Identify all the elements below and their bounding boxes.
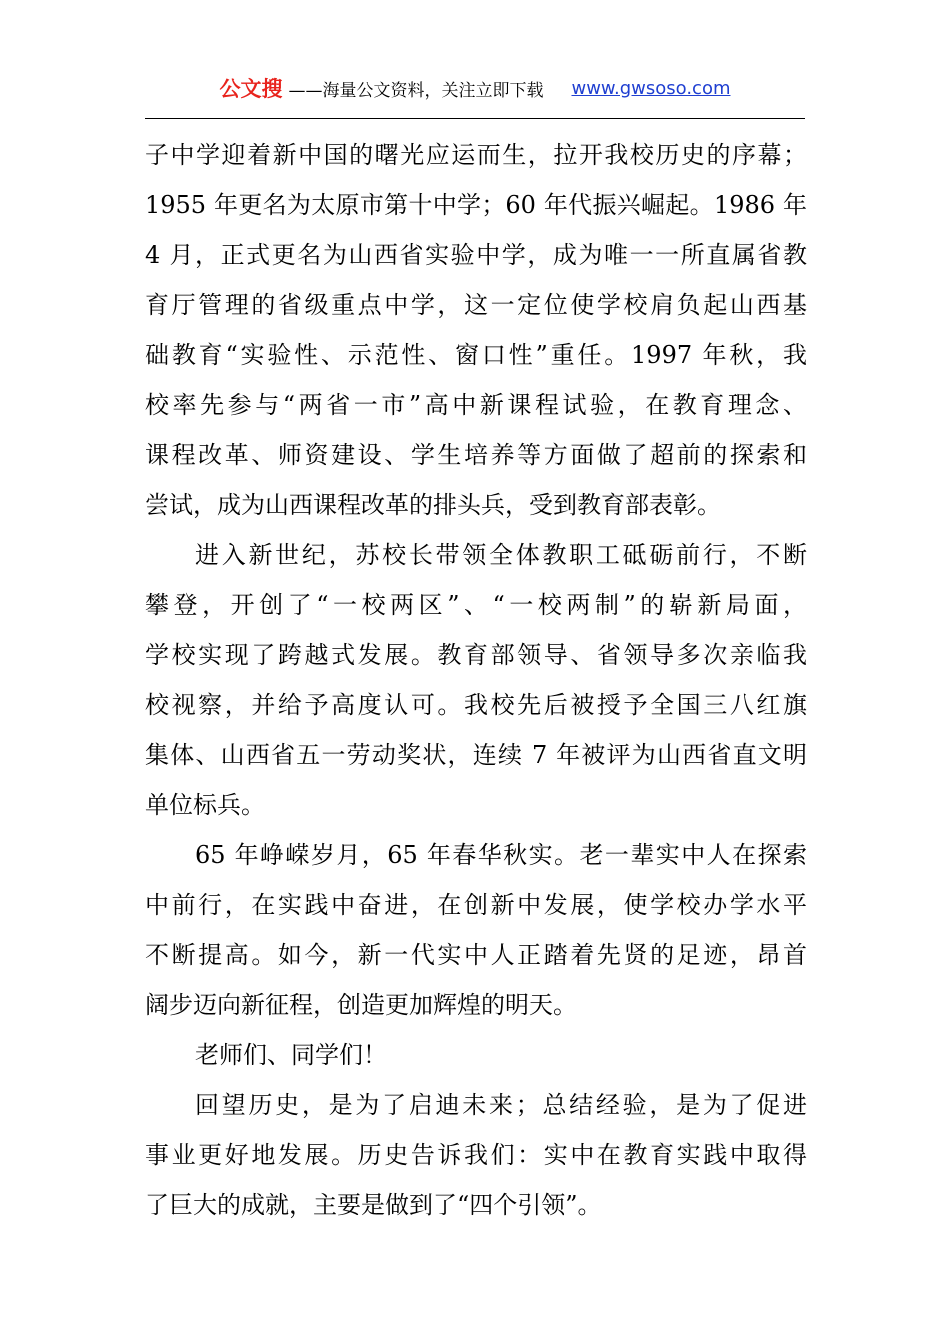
paragraph [145, 1030, 807, 1080]
text-line: 1955 年更名为太原市第十中学；60 年代振兴崛起。1986 年 [145, 191, 807, 219]
text-line: 进入新世纪，苏校长带领全体教职工砥砺前行，不断 [195, 541, 807, 569]
text-line: 单位标兵。 [145, 791, 265, 819]
header-divider [145, 118, 805, 119]
text-line: 65 年峥嵘岁月，65 年春华秋实。老一辈实中人在探索 [195, 841, 807, 869]
text-line: 校率先参与“两省一市”高中新课程试验，在教育理念、 [145, 391, 807, 419]
text-line: 事业更好地发展。历史告诉我们：实中在教育实践中取得 [145, 1141, 807, 1169]
brand-logo-text: 公文搜 [219, 77, 283, 101]
page-header [145, 68, 805, 108]
text-line: 阔步迈向新征程，创造更加辉煌的明天。 [145, 991, 577, 1019]
text-line: 础教育“实验性、示范性、窗口性”重任。1997 年秋，我 [145, 341, 807, 369]
text-line: 中前行，在实践中奋进，在创新中发展，使学校办学水平 [145, 891, 807, 919]
text-line: 学校实现了跨越式发展。教育部领导、省领导多次亲临我 [145, 641, 807, 669]
text-line: 集体、山西省五一劳动奖状，连续 7 年被评为山西省直文明 [145, 741, 807, 769]
text-line: 校视察，并给予高度认可。我校先后被授予全国三八红旗 [145, 691, 807, 719]
text-line: 回望历史，是为了启迪未来；总结经验，是为了促进 [195, 1091, 807, 1119]
header-slogan: ——海量公文资料，关注立即下载 [288, 80, 544, 101]
paragraph [145, 530, 807, 830]
text-line: 子中学迎着新中国的曙光应运而生，拉开我校历史的序幕； [145, 141, 807, 169]
text-line: 4 月，正式更名为山西省实验中学，成为唯一一所直属省教 [145, 241, 807, 269]
site-link[interactable]: www.gwsoso.com [571, 77, 731, 99]
text-line: 不断提高。如今，新一代实中人正踏着先贤的足迹，昂首 [145, 941, 807, 969]
text-line: 攀登，开创了“一校两区”、“一校两制”的崭新局面， [145, 591, 807, 619]
document-body [145, 130, 807, 1230]
paragraph [145, 1080, 807, 1230]
text-line: 育厅管理的省级重点中学，这一定位使学校肩负起山西基 [145, 291, 807, 319]
text-line: 课程改革、师资建设、学生培养等方面做了超前的探索和 [145, 441, 807, 469]
text-line: 了巨大的成就，主要是做到了“四个引领”。 [145, 1191, 602, 1219]
text-line: 尝试，成为山西课程改革的排头兵，受到教育部表彰。 [145, 491, 721, 519]
text-line: 老师们、同学们！ [195, 1041, 387, 1069]
paragraph [145, 130, 807, 530]
paragraph [145, 830, 807, 1030]
